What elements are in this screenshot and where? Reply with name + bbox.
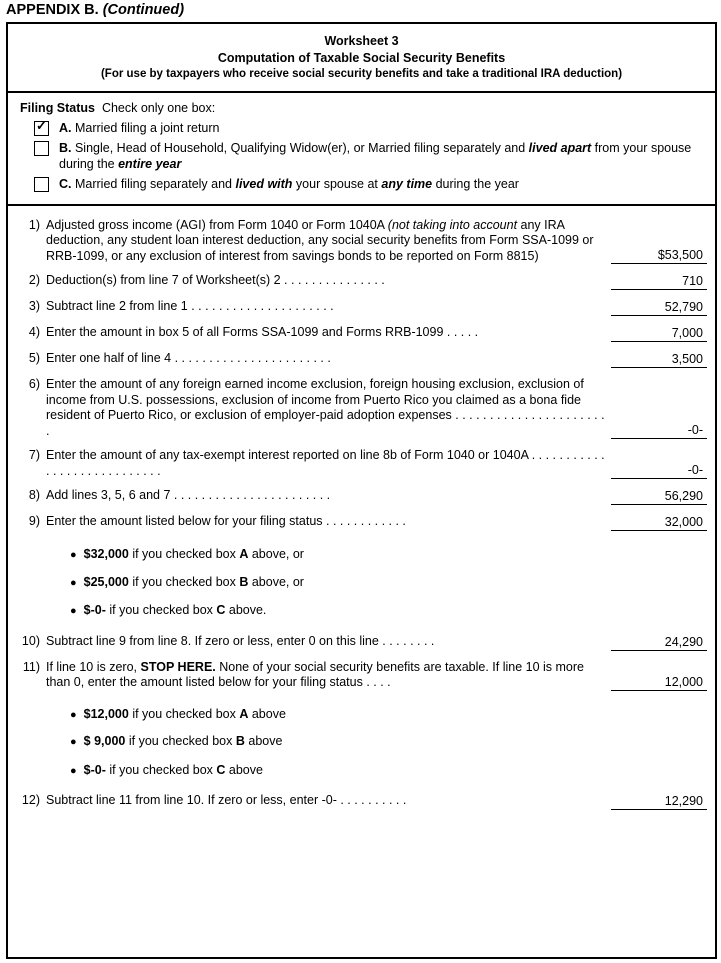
bullet-9a-letter: A — [239, 547, 249, 561]
line-9-bullet-c — [8, 603, 715, 620]
bullet-9c-end: above. — [225, 603, 267, 617]
line-10-pre: Subtract line 9 from line 8. If zero or less, enter 0 on this line — [46, 633, 379, 648]
line-7-amount[interactable]: -0- — [611, 462, 707, 479]
option-c-body-3: during the year — [432, 176, 519, 191]
bullet-9a-amount: $32,000 — [83, 547, 129, 561]
line-3-pre: Subtract line 2 from line 1 — [46, 299, 188, 313]
appendix-header — [0, 0, 721, 22]
line-7-dots: . . . . . . . . . . . . . . . . . . . . . . . . . . . . — [46, 448, 605, 478]
bullet-11b-end: above — [244, 734, 283, 748]
line-row-9 — [8, 514, 715, 531]
bullet-11a-letter: A — [239, 706, 249, 721]
line-12-pre: Subtract line 11 from line 10. If zero or less, enter -0- — [46, 793, 337, 807]
line-8-pre: Add lines 3, 5, 6 and 7 — [46, 488, 171, 502]
line-10-amount[interactable]: 24,290 — [611, 634, 707, 651]
bullet-9a-mid: if you checked box — [128, 547, 240, 561]
line-11-pre: If line 10 is zero, — [46, 659, 141, 674]
bullet-11c-mid: if you checked box — [105, 762, 217, 777]
bullet-icon: ● — [70, 576, 77, 589]
line-text-3 — [46, 299, 611, 315]
appendix-continued: (Continued) — [102, 2, 185, 18]
line-7-pre: Enter the amount of any tax-exempt interest reported on line 8b of Form 1040 or 1040A — [46, 448, 529, 462]
line-11-stop: STOP HERE. — [140, 659, 216, 674]
line-row-11 — [8, 660, 715, 691]
bullet-icon: ● — [70, 736, 77, 748]
filing-status-header — [20, 101, 705, 115]
line-5-pre: Enter one half of line 4 — [46, 351, 172, 365]
bullet-11b-amount: $ 9,000 — [83, 734, 126, 748]
line-4-dots: . . . . . — [443, 325, 479, 339]
line-text-1 — [46, 218, 611, 265]
worksheet-container — [6, 22, 717, 959]
line-1-amount[interactable]: $53,500 — [611, 247, 707, 264]
line-9-pre: Enter the amount listed below for your filing status — [46, 514, 323, 528]
line-11-amount[interactable]: 12,000 — [611, 674, 707, 691]
filing-status-instruction: Check only one box: — [101, 100, 216, 115]
line-1-pre: Adjusted gross income (AGI) from Form 1040 or Form 1040A — [46, 217, 388, 232]
line-text-10 — [46, 634, 611, 650]
line-3-dots: . . . . . . . . . . . . . . . . . . . . . — [187, 299, 334, 313]
line-1-post: any IRA deduction, any student loan interest deduction, any social security benefits from Form SSA-1099 or RRB-1099, or any exclusion of interest from savings bonds to be reported on Form 8815) — [46, 217, 594, 263]
bullet-11c-letter: C — [216, 762, 226, 777]
bullet-icon: ● — [70, 605, 77, 617]
line-number-5: 5) — [28, 351, 40, 365]
line-row-8 — [8, 488, 715, 505]
line-text-8 — [46, 488, 611, 504]
filing-option-a[interactable] — [20, 119, 705, 136]
line-11-mid: None of your social security benefits are taxable. If line 10 is more than 0, enter the amount listed below for your filing status — [46, 659, 585, 689]
line-5-dots: . . . . . . . . . . . . . . . . . . . . . . . — [171, 351, 331, 365]
filing-option-c[interactable] — [20, 175, 705, 192]
bullet-11b-letter: B — [235, 734, 245, 748]
line-row-7 — [8, 448, 715, 479]
line-2-dots: . . . . . . . . . . . . . . . — [280, 273, 385, 287]
checkbox-option-a[interactable] — [34, 117, 49, 136]
option-b-emph-1: lived apart — [528, 140, 592, 155]
line-9-dots: . . . . . . . . . . . . — [322, 514, 406, 528]
line-text-4 — [46, 325, 611, 341]
line-row-2 — [8, 273, 715, 290]
filing-status-section — [8, 93, 715, 206]
option-c-body-2: your spouse at — [292, 176, 382, 191]
line-2-amount[interactable]: 710 — [611, 273, 707, 290]
bullet-11b-mid: if you checked box — [125, 734, 236, 748]
bullet-icon: ● — [70, 764, 77, 777]
line-row-10 — [8, 634, 715, 651]
bullet-icon: ● — [70, 708, 77, 721]
bullet-9c-mid: if you checked box — [105, 603, 217, 617]
line-row-3 — [8, 299, 715, 316]
line-8-amount[interactable]: 56,290 — [611, 488, 707, 505]
line-11-bullet-a — [8, 707, 715, 724]
line-4-pre: Enter the amount in box 5 of all Forms SSA-1099 and Forms RRB-1099 — [46, 325, 444, 339]
bullet-9c-amount: $-0- — [83, 603, 106, 617]
line-9-bullet-a — [8, 547, 715, 564]
line-text-7 — [46, 448, 611, 479]
bullet-11a-mid: if you checked box — [128, 706, 240, 721]
line-5-amount[interactable]: 3,500 — [611, 351, 707, 368]
bullet-9c-letter: C — [216, 603, 226, 617]
bullet-11a-end: above — [248, 706, 286, 721]
line-number-7: 7) — [28, 448, 40, 462]
line-number-2: 2) — [28, 273, 40, 287]
line-3-amount[interactable]: 52,790 — [611, 299, 707, 316]
filing-option-c-text — [59, 175, 519, 192]
line-number-6: 6) — [28, 377, 40, 391]
bullet-9a-end: above, or — [248, 547, 304, 561]
line-12-amount[interactable]: 12,290 — [611, 793, 707, 810]
option-c-emph-2: any time — [381, 176, 433, 191]
line-number-11: 11) — [22, 659, 40, 674]
option-b-letter: B. — [59, 140, 72, 155]
line-11-bullet-c — [8, 763, 715, 780]
option-c-letter: C. — [59, 176, 72, 191]
option-b-body-1: Single, Head of Household, Qualifying Widow(er), or Married filing separately and — [71, 140, 529, 155]
line-text-6 — [46, 377, 611, 439]
worksheet-title-block — [8, 24, 715, 93]
bullet-9b-letter: B — [239, 574, 249, 589]
line-11-dots: . . . . — [362, 675, 391, 689]
line-8-dots: . . . . . . . . . . . . . . . . . . . . . . . — [170, 488, 331, 502]
line-6-dots: . . . . . . . . . . . . . . . . . . . . . . . — [46, 408, 605, 438]
line-row-6 — [8, 377, 715, 439]
bullet-11c-end: above — [225, 762, 263, 777]
line-9-amount[interactable]: 32,000 — [611, 514, 707, 531]
option-b-emph-2: entire year — [118, 156, 182, 171]
line-10-dots: . . . . . . . . — [378, 633, 435, 648]
checkbox-option-b[interactable] — [34, 141, 49, 156]
option-b-body-2: from your spouse during the — [59, 140, 692, 171]
line-9-bullet-b — [8, 575, 715, 592]
line-2-pre: Deduction(s) from line 7 of Worksheet(s) 2 — [46, 273, 281, 287]
worksheet-description: (For use by taxpayers who receive social security benefits and take a traditional IRA deduction) — [100, 68, 623, 80]
line-6-amount[interactable]: -0- — [611, 422, 707, 439]
line-number-8: 8) — [28, 488, 40, 502]
line-number-9: 9) — [28, 514, 40, 528]
line-1-italic: (not taking into account — [387, 217, 518, 232]
option-a-letter: A. — [59, 120, 72, 135]
filing-status-label: Filing Status — [20, 100, 95, 115]
line-text-9 — [46, 514, 611, 530]
line-4-amount[interactable]: 7,000 — [611, 325, 707, 342]
line-6-pre: Enter the amount of any foreign earned income exclusion, foreign housing exclusion, exclusion of income from U.S. possessions, exclusion of income from Puerto Rico you claimed as a bona fide resident of Puerto Rico, or exclusion of employer-paid adoption expenses — [46, 377, 584, 422]
filing-option-a-text — [59, 119, 219, 136]
bullet-9b-amount: $25,000 — [83, 574, 129, 589]
line-text-5 — [46, 351, 611, 367]
line-text-12 — [46, 793, 611, 809]
line-row-12 — [8, 793, 715, 810]
filing-option-b[interactable] — [20, 139, 705, 172]
bullet-11a-amount: $12,000 — [83, 706, 129, 721]
line-number-1: 1) — [28, 217, 40, 232]
line-12-dots: . . . . . . . . . . — [336, 793, 407, 807]
line-number-4: 4) — [28, 325, 40, 339]
bullet-icon: ● — [70, 549, 77, 561]
worksheet-title: Worksheet 3 — [324, 34, 399, 48]
line-11-bullet-b — [8, 734, 715, 751]
option-c-emph-1: lived with — [235, 176, 293, 191]
line-number-12: 12) — [21, 793, 40, 807]
line-row-1 — [8, 218, 715, 265]
checkmark-icon: ✓ — [36, 117, 47, 133]
line-number-10: 10) — [21, 633, 40, 648]
checkbox-option-c[interactable] — [34, 177, 49, 192]
line-row-4 — [8, 325, 715, 342]
appendix-title: APPENDIX B. — [6, 2, 99, 18]
worksheet-lines — [8, 206, 715, 811]
bullet-9b-mid: if you checked box — [128, 574, 240, 589]
line-row-5 — [8, 351, 715, 368]
option-a-body: Married filing a joint return — [71, 120, 220, 135]
filing-option-b-text — [59, 139, 705, 172]
line-text-11 — [46, 660, 611, 691]
option-c-body-1: Married filing separately and — [71, 176, 236, 191]
line-number-3: 3) — [28, 299, 40, 313]
bullet-9b-end: above, or — [248, 574, 304, 589]
line-text-2 — [46, 273, 611, 289]
worksheet-subtitle: Computation of Taxable Social Security Benefits — [217, 50, 506, 65]
bullet-11c-amount: $-0- — [83, 762, 106, 777]
